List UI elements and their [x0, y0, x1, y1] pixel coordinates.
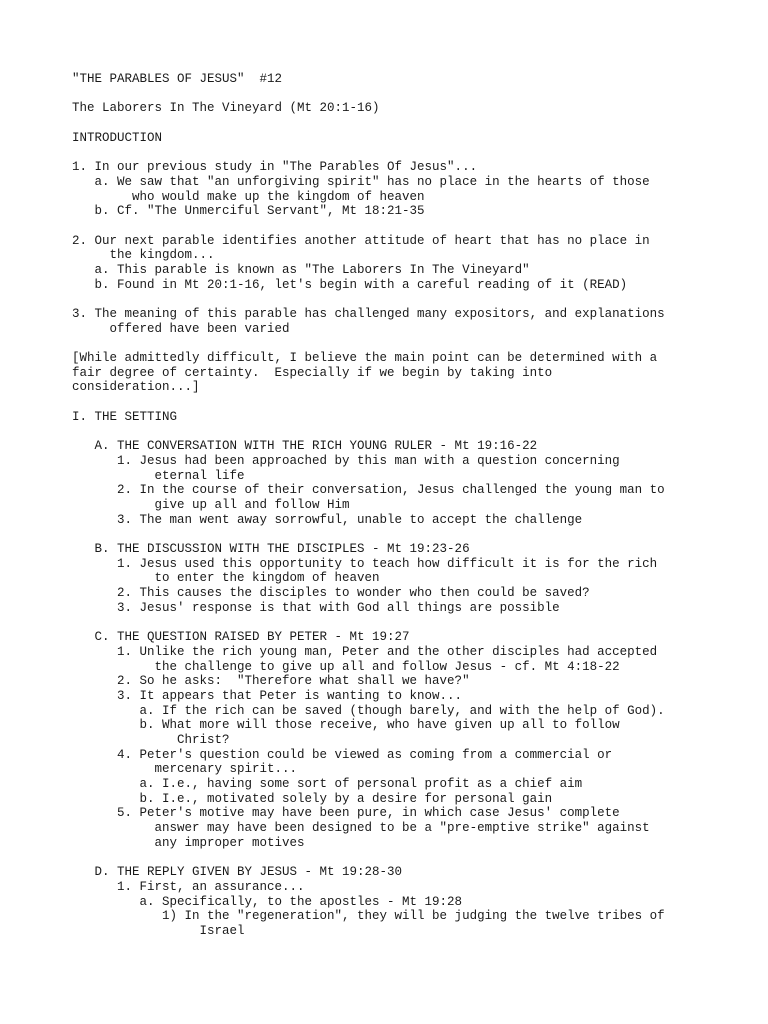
text-line: 1. Jesus used this opportunity to teach how difficult it is for the rich [72, 556, 658, 571]
text-line: consideration...] [72, 380, 200, 395]
blank-line [72, 87, 762, 102]
text-line: A. THE CONVERSATION WITH THE RICH YOUNG RULER - Mt 19:16-22 [72, 439, 538, 454]
text-line: to enter the kingdom of heaven [72, 571, 380, 586]
text-line: the kingdom... [72, 248, 215, 263]
text-line: I. THE SETTING [72, 409, 178, 424]
text-line: 3. The man went away sorrowful, unable to accept the challenge [72, 512, 583, 527]
blank-line [72, 527, 762, 542]
text-line: the challenge to give up all and follow Jesus - cf. Mt 4:18-22 [72, 659, 620, 674]
text-line: Christ? [72, 732, 230, 747]
text-line: b. Cf. "The Unmerciful Servant", Mt 18:21-35 [72, 204, 425, 219]
text-line: give up all and follow Him [72, 497, 350, 512]
text-line: who would make up the kingdom of heaven [72, 189, 425, 204]
text-line: mercenary spirit... [72, 762, 298, 777]
text-line: 1) In the "regeneration", they will be judging the twelve tribes of [72, 909, 665, 924]
blank-line [72, 145, 762, 160]
text-line: 2. This causes the disciples to wonder who then could be saved? [72, 586, 590, 601]
text-line: b. What more will those receive, who have given up all to follow [72, 718, 620, 733]
text-line: a. Specifically, to the apostles - Mt 19:28 [72, 894, 463, 909]
text-line: 3. Jesus' response is that with God all things are possible [72, 600, 560, 615]
text-line: 1. In our previous study in "The Parables Of Jesus"... [72, 160, 478, 175]
text-line: Israel [72, 923, 245, 938]
text-line: B. THE DISCUSSION WITH THE DISCIPLES - Mt 19:23-26 [72, 542, 470, 556]
blank-line [72, 336, 762, 351]
text-line: 5. Peter's motive may have been pure, in which case Jesus' complete [72, 806, 620, 821]
text-line: a. We saw that "an unforgiving spirit" has no place in the hearts of those [72, 174, 650, 189]
text-line: eternal life [72, 468, 245, 483]
text-line: any improper motives [72, 835, 305, 850]
blank-line [72, 615, 762, 630]
text-line: "THE PARABLES OF JESUS" #12 [72, 72, 283, 86]
text-line: 1. Jesus had been approached by this man with a question concerning [72, 453, 620, 468]
text-line: 4. Peter's question could be viewed as coming from a commercial or [72, 747, 613, 762]
blank-line [72, 395, 762, 410]
blank-line [72, 219, 762, 234]
text-line: INTRODUCTION [72, 130, 163, 145]
text-line: 3. It appears that Peter is wanting to know... [72, 688, 463, 703]
text-line: a. This parable is known as "The Laborers In The Vineyard" [72, 262, 530, 277]
text-line: a. If the rich can be saved (though barely, and with the help of God). [72, 703, 665, 718]
text-line: 2. In the course of their conversation, Jesus challenged the young man to [72, 483, 665, 498]
blank-line [72, 116, 762, 131]
text-line: fair degree of certainty. Especially if we begin by taking into [72, 365, 553, 380]
text-line: 2. Our next parable identifies another attitude of heart that has no place in [72, 233, 650, 248]
blank-line [72, 292, 762, 307]
text-line: The Laborers In The Vineyard (Mt 20:1-16) [72, 101, 380, 116]
blank-line [72, 850, 762, 865]
text-line: a. I.e., having some sort of personal profit as a chief aim [72, 777, 583, 791]
blank-line [72, 425, 762, 440]
text-line: answer may have been designed to be a "pre-emptive strike" against [72, 821, 650, 836]
text-line: 2. So he asks: "Therefore what shall we have?" [72, 674, 470, 689]
text-line: b. I.e., motivated solely by a desire for personal gain [72, 791, 553, 806]
text-line: D. THE REPLY GIVEN BY JESUS - Mt 19:28-30 [72, 865, 403, 880]
text-line: 1. First, an assurance... [72, 879, 305, 894]
document-text [72, 72, 762, 939]
text-line: 3. The meaning of this parable has challenged many expositors, and explanations [72, 307, 665, 321]
text-line: b. Found in Mt 20:1-16, let's begin with a careful reading of it (READ) [72, 277, 628, 292]
text-line: 1. Unlike the rich young man, Peter and the other disciples had accepted [72, 644, 658, 659]
text-line: [While admittedly difficult, I believe the main point can be determined with a [72, 351, 658, 366]
text-line: C. THE QUESTION RAISED BY PETER - Mt 19:27 [72, 630, 410, 645]
text-line: offered have been varied [72, 321, 290, 336]
